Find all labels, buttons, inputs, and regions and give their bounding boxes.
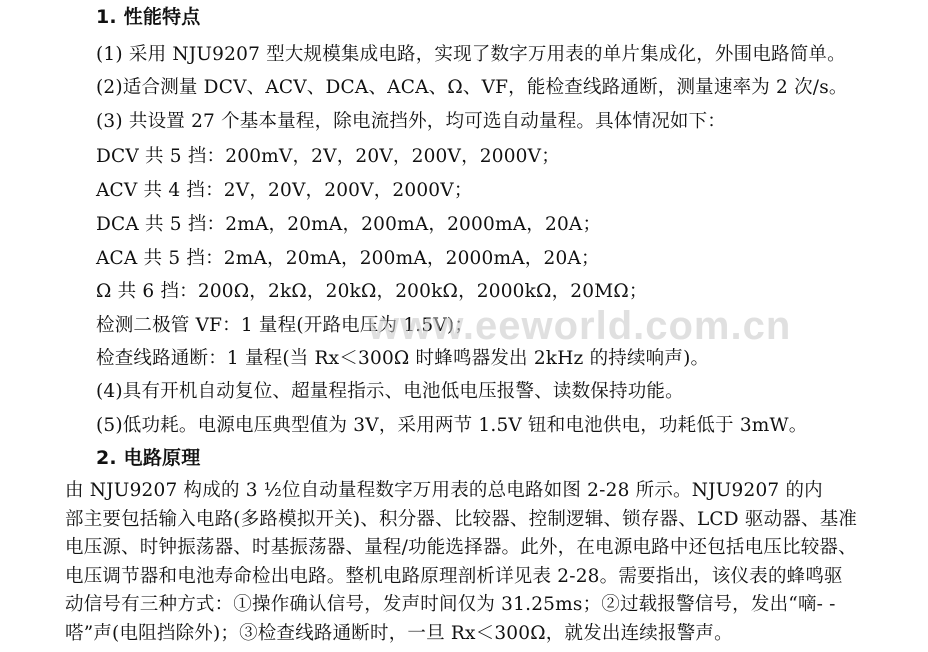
range-continuity: 检查线路通断：1 量程(当 Rx＜300Ω 时蜂鸣器发出 2kHz 的持续响声)。	[96, 348, 710, 369]
feature-item-4: (4)具有开机自动复位、超量程指示、电池低电压报警、读数保持功能。	[96, 381, 684, 402]
range-diode: 检测二极管 VF：1 量程(开路电压为 1.5V)；	[96, 315, 474, 336]
principle-line-5: 动信号有三种方式：①操作确认信号，发声时间仅为 31.25ms；②过载报警信号，发出“嘀- -	[65, 594, 836, 615]
watermark: www.eeworld.com.cn	[368, 304, 792, 348]
principle-line-3: 电压源、时钟振荡器、时基振荡器、量程/功能选择器。此外，在电源电路中还包括电压比较器、	[65, 537, 857, 558]
section-1-heading: 1. 性能特点	[96, 6, 201, 28]
range-acv: ACV 共 4 挡：2V，20V，200V，2000V；	[96, 180, 473, 201]
principle-line-6: 嗒”声(电阻挡除外)；③检查线路通断时，一旦 Rx＜300Ω，就发出连续报警声。	[65, 622, 733, 644]
feature-item-5: (5)低功耗。电源电压典型值为 3V，采用两节 1.5V 钮和电池供电，功耗低于 3mW。	[96, 415, 808, 436]
section-2-heading: 2. 电路原理	[96, 447, 201, 469]
feature-item-2: (2)适合测量 DCV、ACV、DCA、ACA、Ω、VF，能检查线路通断，测量速率为 2 次/s。	[96, 77, 848, 98]
range-dcv: DCV 共 5 挡：200mV，2V，20V，200V，2000V；	[96, 146, 560, 167]
feature-item-1: (1) 采用 NJU9207 型大规模集成电路，实现了数字万用表的单片集成化，外围电路简单。	[96, 44, 846, 65]
feature-item-3: (3) 共设置 27 个基本量程，除电流挡外，均可选自动量程。具体情况如下：	[96, 111, 726, 132]
principle-line-2: 部主要包括输入电路(多路模拟开关)、积分器、比较器、控制逻辑、锁存器、LCD 驱动器、基准	[65, 508, 858, 530]
principle-line-4: 电压调节器和电池寿命检出电路。整机电路原理剖析详见表 2-28。需要指出，该仪表的蜂鸣驱	[65, 565, 843, 587]
range-aca: ACA 共 5 挡：2mA，20mA，200mA，2000mA，20A；	[96, 248, 600, 269]
range-dca: DCA 共 5 挡：2mA，20mA，200mA，2000mA，20A；	[96, 214, 602, 235]
range-ohm: Ω 共 6 挡：200Ω，2kΩ，20kΩ，200kΩ，2000kΩ，20MΩ；	[96, 281, 648, 302]
principle-line-1: 由 NJU9207 构成的 3 ½位自动量程数字万用表的总电路如图 2-28 所示。NJU9207 的内	[65, 480, 823, 501]
